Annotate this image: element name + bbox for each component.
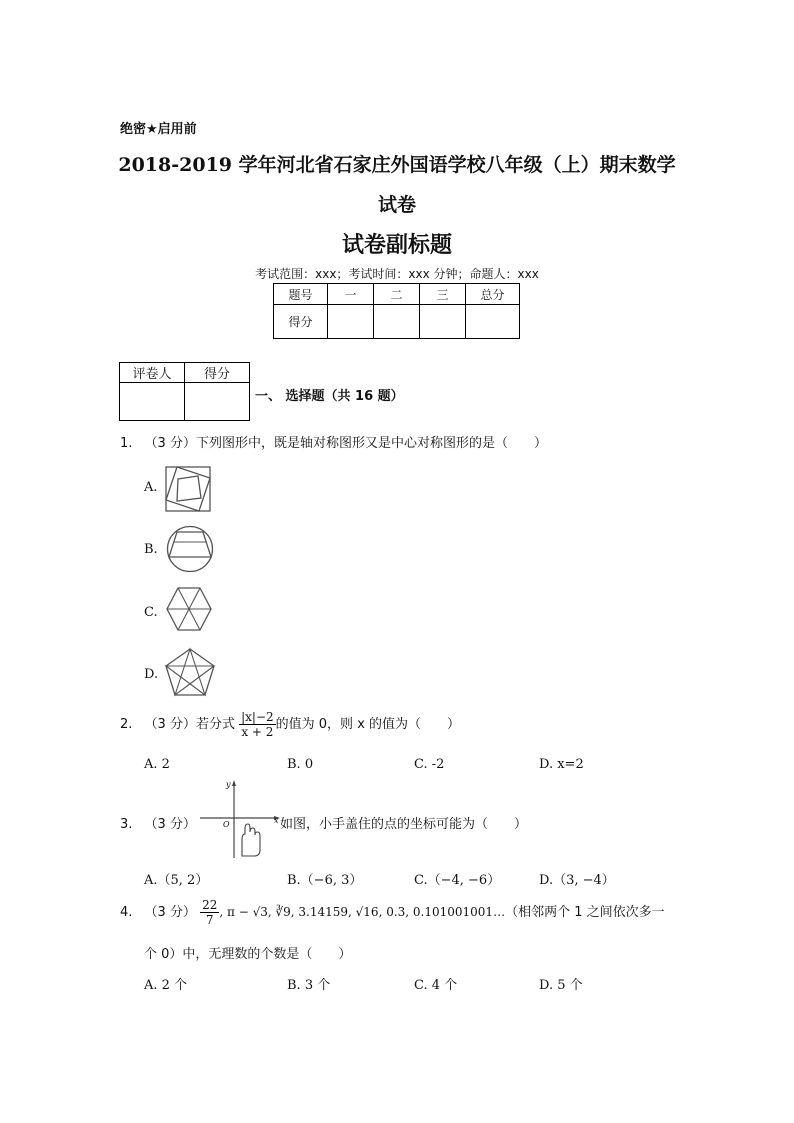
option-a: A. 2 个 [144, 978, 188, 993]
question-3-number-score [120, 813, 196, 832]
question-score: （3 分） [144, 717, 196, 732]
option-a-label: A. [144, 480, 158, 495]
secret-label: 绝密★启用前 [120, 122, 197, 137]
fraction-denominator: 7 [205, 913, 214, 927]
question-4 [120, 898, 665, 927]
score-header-cell: 总分 [466, 284, 520, 305]
question-text-line2: 个 0）中，无理数的个数是（ ） [144, 947, 352, 962]
option-c-label: C. [144, 605, 158, 620]
option-d: D. x=2 [539, 757, 584, 772]
score-header-cell: 一 [328, 284, 374, 305]
option-c: C. 4 个 [414, 978, 458, 993]
section-title: 一、 选择题（共 16 题） [255, 389, 404, 404]
option-a: A. 2 [144, 757, 170, 772]
score-cell [420, 305, 466, 339]
question-text: （相邻两个 1 之间依次多一 [505, 905, 665, 920]
hexagon-with-diagonals-figure [166, 587, 212, 631]
exam-title-line2: 试卷 [377, 194, 416, 216]
score-header-cell: 题号 [274, 284, 328, 305]
option-a: A.（5, 2） [144, 873, 209, 888]
question-number: 2. [120, 717, 133, 732]
question-2 [120, 710, 460, 739]
question-text: 的值为 0，则 x 的值为（ ） [275, 717, 461, 732]
exam-subtitle: 试卷副标题 [341, 233, 452, 258]
exam-title-line1: 2018-2019 学年河北省石家庄外国语学校八年级（上）期末数学 [118, 154, 676, 176]
axis-x-label: x [274, 816, 279, 825]
grader-table [119, 362, 250, 421]
score-cell [466, 305, 520, 339]
option-d: D.（3, −4） [539, 873, 615, 888]
option-b: B.（−6, 3） [287, 873, 363, 888]
question-text: 若分式 [195, 717, 235, 732]
option-c: C. -2 [414, 757, 445, 772]
fraction [239, 710, 276, 739]
exam-info: 考试范围：xxx；考试时间：xxx 分钟；命题人：xxx [255, 267, 539, 281]
score-table [273, 283, 520, 339]
score-cell [328, 305, 374, 339]
rotated-square-in-square-figure [165, 466, 211, 512]
axis-y-label: y [226, 780, 231, 789]
number-list: , π − √3, ∛9, 3.14159, √16, 0.3, 0.101001001… [219, 905, 506, 919]
fraction-denominator: x + 2 [241, 725, 274, 739]
question-number: 1. [120, 436, 133, 451]
grader-cell [120, 383, 185, 421]
fraction [200, 898, 219, 927]
question-1 [120, 432, 547, 451]
grader-cell [185, 383, 250, 421]
question-number: 3. [120, 817, 133, 832]
fraction-numerator: |x|−2 [241, 710, 274, 724]
coordinate-hand-figure [198, 778, 280, 860]
fraction-numerator: 22 [202, 898, 218, 912]
option-b-label: B. [144, 542, 158, 557]
score-row-label: 得分 [274, 305, 328, 339]
origin-label: O [223, 820, 230, 829]
pentagram-in-pentagon-figure [165, 648, 215, 696]
trapezoid-in-circle-figure [166, 525, 214, 573]
score-header-cell: 二 [374, 284, 420, 305]
option-c: C.（−4, −6） [414, 873, 501, 888]
question-text: 下列图形中，既是轴对称图形又是中心对称图形的是（ ） [195, 436, 547, 451]
grader-header-cell: 评卷人 [120, 363, 185, 383]
question-score: （3 分） [144, 436, 196, 451]
grader-header-cell: 得分 [185, 363, 250, 383]
score-header-cell: 三 [420, 284, 466, 305]
option-b: B. 0 [287, 757, 314, 772]
option-d-label: D. [144, 667, 159, 682]
score-cell [374, 305, 420, 339]
option-b: B. 3 个 [287, 978, 331, 993]
question-score: （3 分） [144, 817, 196, 832]
option-d: D. 5 个 [539, 978, 583, 993]
question-number: 4. [120, 905, 133, 920]
question-text: 如图，小手盖住的点的坐标可能为（ ） [280, 817, 528, 832]
question-score: （3 分） [144, 905, 196, 920]
